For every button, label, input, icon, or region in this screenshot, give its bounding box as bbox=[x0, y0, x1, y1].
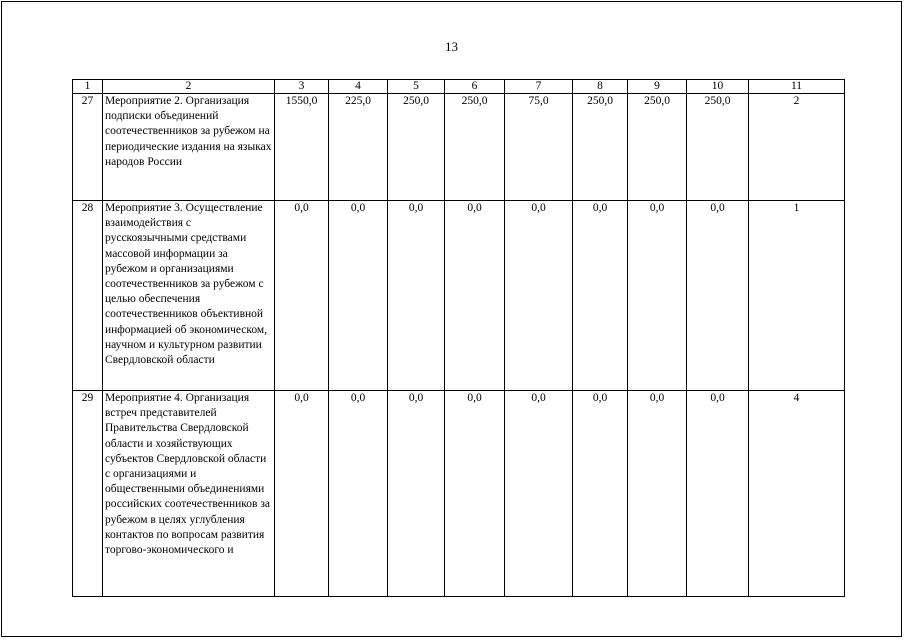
table-row bbox=[73, 391, 845, 597]
value-cell: 0,0 bbox=[505, 391, 573, 597]
value-cell: 0,0 bbox=[573, 201, 628, 391]
value-cell: 0,0 bbox=[329, 391, 388, 597]
target-indicator-cell: 4 bbox=[749, 391, 845, 597]
value-cell: 250,0 bbox=[445, 94, 505, 201]
header-row bbox=[73, 80, 845, 94]
value-cell: 0,0 bbox=[573, 391, 628, 597]
value-cell: 0,0 bbox=[445, 201, 505, 391]
value-cell: 250,0 bbox=[628, 94, 687, 201]
column-header: 7 bbox=[505, 80, 573, 94]
column-header: 4 bbox=[329, 80, 388, 94]
value-cell: 0,0 bbox=[329, 201, 388, 391]
column-header: 5 bbox=[388, 80, 445, 94]
column-header: 9 bbox=[628, 80, 687, 94]
value-cell: 0,0 bbox=[445, 391, 505, 597]
value-cell: 0,0 bbox=[388, 391, 445, 597]
value-cell: 225,0 bbox=[329, 94, 388, 201]
column-header: 1 bbox=[73, 80, 103, 94]
value-cell: 0,0 bbox=[505, 201, 573, 391]
column-header: 2 bbox=[103, 80, 275, 94]
value-cell: 250,0 bbox=[687, 94, 749, 201]
document-page bbox=[1, 1, 902, 637]
column-header: 11 bbox=[749, 80, 845, 94]
column-header: 10 bbox=[687, 80, 749, 94]
value-cell: 0,0 bbox=[628, 391, 687, 597]
page-number: 13 bbox=[445, 39, 458, 54]
value-cell: 1550,0 bbox=[275, 94, 329, 201]
table-row bbox=[73, 201, 845, 391]
target-indicator-cell: 2 bbox=[749, 94, 845, 201]
column-header: 6 bbox=[445, 80, 505, 94]
column-header: 3 bbox=[275, 80, 329, 94]
value-cell: 0,0 bbox=[687, 201, 749, 391]
activity-description: Мероприятие 2. Организация подписки объединений соотечественников за рубежом на периодические издания на языках народов России bbox=[103, 94, 275, 201]
activity-description: Мероприятие 4. Организация встреч представителей Правительства Свердловской области и хозяйствующих субъектов Свердловской области с организациями и общественными объединениями российских соотечественников за рубежом в целях углубления контактов по вопросам развития торгово-экономического и bbox=[103, 391, 275, 597]
program-table bbox=[72, 79, 845, 597]
table-row bbox=[73, 94, 845, 201]
value-cell: 75,0 bbox=[505, 94, 573, 201]
column-header: 8 bbox=[573, 80, 628, 94]
value-cell: 0,0 bbox=[388, 201, 445, 391]
target-indicator-cell: 1 bbox=[749, 201, 845, 391]
activity-description: Мероприятие 3. Осуществление взаимодействия с русскоязычными средствами массовой информации за рубежом и организациями соотечественников за рубежом с целью обеспечения соотечественников объективной информацией об экономическом, научном и культурном развитии Свердловской области bbox=[103, 201, 275, 391]
value-cell: 0,0 bbox=[628, 201, 687, 391]
value-cell: 250,0 bbox=[388, 94, 445, 201]
row-number: 27 bbox=[73, 94, 103, 201]
value-cell: 0,0 bbox=[275, 201, 329, 391]
value-cell: 0,0 bbox=[275, 391, 329, 597]
row-number: 29 bbox=[73, 391, 103, 597]
value-cell: 0,0 bbox=[687, 391, 749, 597]
value-cell: 250,0 bbox=[573, 94, 628, 201]
row-number: 28 bbox=[73, 201, 103, 391]
